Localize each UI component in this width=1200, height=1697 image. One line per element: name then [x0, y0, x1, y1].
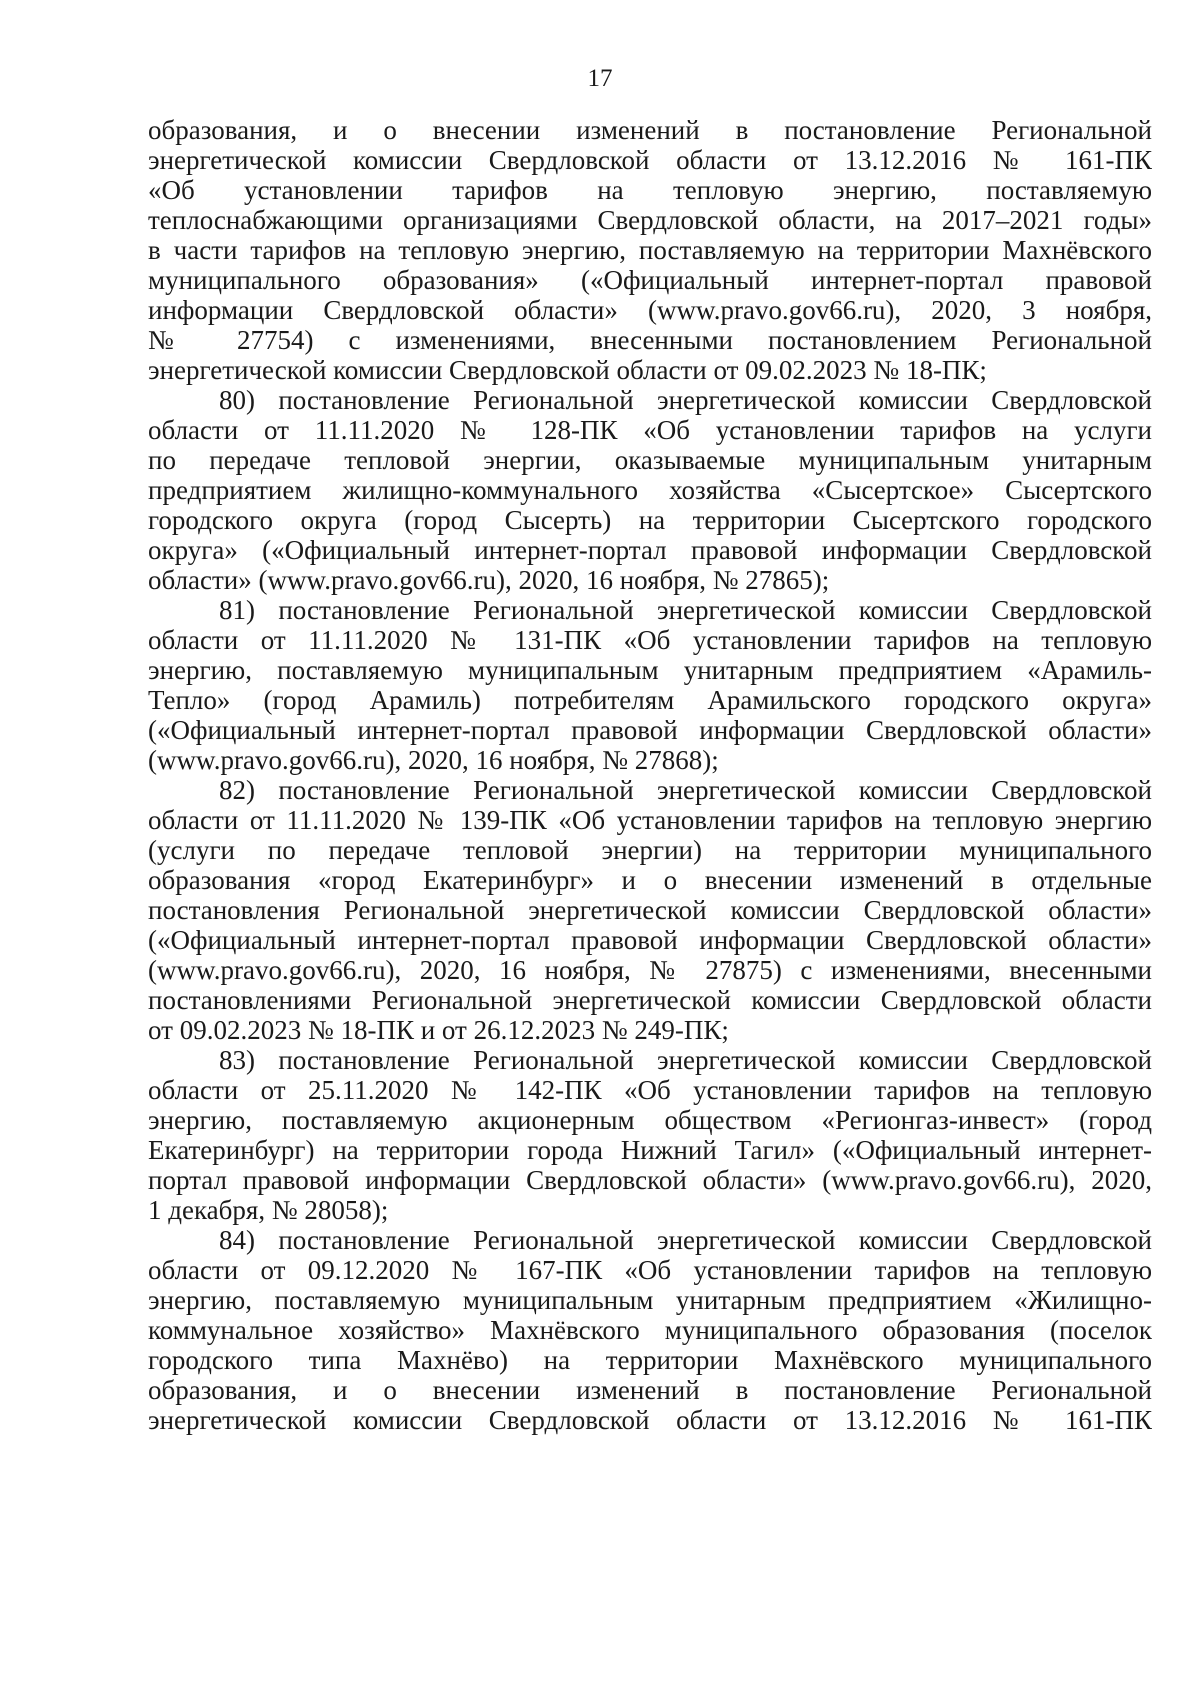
text-line: в части тарифов на тепловую энергию, поставляемую на территории Махнёвского: [148, 235, 1152, 265]
text-line: области от 11.11.2020 № 128-ПК «Об установлении тарифов на услуги: [148, 415, 1152, 445]
text-line: образования, и о внесении изменений в постановление Региональной: [148, 115, 1152, 145]
paragraph-81-first-line: 81) постановление Региональной энергетической комиссии Свердловской: [219, 595, 1152, 625]
page-number: 17: [587, 65, 613, 92]
paragraph-84-first-line: 84) постановление Региональной энергетической комиссии Свердловской: [219, 1225, 1152, 1255]
text-line: энергетической комиссии Свердловской области от 13.12.2016 № 161-ПК: [148, 1405, 1152, 1435]
text-line: коммунальное хозяйство» Махнёвского муниципального образования (поселок: [148, 1315, 1152, 1345]
text-line: области от 11.11.2020 № 131-ПК «Об установлении тарифов на тепловую: [148, 625, 1152, 655]
text-line: № 27754) с изменениями, внесенными постановлением Региональной: [148, 325, 1152, 355]
paragraph-82-first-line: 82) постановление Региональной энергетической комиссии Свердловской: [219, 775, 1152, 805]
text-line: муниципального образования» («Официальный интернет-портал правовой: [148, 265, 1152, 295]
text-line: области» (www.pravo.gov66.ru), 2020, 16 ноября, № 27865);: [148, 565, 830, 595]
paragraph-83-first-line: 83) постановление Региональной энергетической комиссии Свердловской: [219, 1045, 1152, 1075]
text-line: области от 25.11.2020 № 142-ПК «Об установлении тарифов на тепловую: [148, 1075, 1152, 1105]
text-line: Екатеринбург) на территории города Нижний Тагил» («Официальный интернет-: [148, 1135, 1152, 1165]
text-line: (услуги по передаче тепловой энергии) на территории муниципального: [148, 835, 1152, 865]
text-line: городского типа Махнёво) на территории Махнёвского муниципального: [148, 1345, 1152, 1375]
paragraph-80-first-line: 80) постановление Региональной энергетической комиссии Свердловской: [219, 385, 1152, 415]
text-line: 1 декабря, № 28058);: [148, 1195, 389, 1225]
text-line: округа» («Официальный интернет-портал правовой информации Свердловской: [148, 535, 1152, 565]
text-line: энергетической комиссии Свердловской области от 13.12.2016 № 161-ПК: [148, 145, 1152, 175]
text-line: области от 09.12.2020 № 167-ПК «Об установлении тарифов на тепловую: [148, 1255, 1152, 1285]
text-line: (www.pravo.gov66.ru), 2020, 16 ноября, № 27868);: [148, 745, 719, 775]
text-line: («Официальный интернет-портал правовой информации Свердловской области»: [148, 925, 1152, 955]
text-line: области от 11.11.2020 № 139-ПК «Об установлении тарифов на тепловую энергию: [148, 805, 1152, 835]
text-line: «Об установлении тарифов на тепловую энергию, поставляемую: [148, 175, 1152, 205]
text-line: по передаче тепловой энергии, оказываемые муниципальным унитарным: [148, 445, 1152, 475]
text-line: предприятием жилищно-коммунального хозяйства «Сысертское» Сысертского: [148, 475, 1152, 505]
text-line: постановления Региональной энергетической комиссии Свердловской области»: [148, 895, 1152, 925]
text-line: от 09.02.2023 № 18-ПК и от 26.12.2023 № 249-ПК;: [148, 1015, 729, 1045]
text-line: энергетической комиссии Свердловской области от 09.02.2023 № 18-ПК;: [148, 355, 987, 385]
text-line: энергию, поставляемую акционерным обществом «Регионгаз-инвест» (город: [148, 1105, 1152, 1135]
text-line: портал правовой информации Свердловской области» (www.pravo.gov66.ru), 2020,: [148, 1165, 1152, 1195]
text-line: энергию, поставляемую муниципальным унитарным предприятием «Арамиль-: [148, 655, 1152, 685]
text-line: энергию, поставляемую муниципальным унитарным предприятием «Жилищно-: [148, 1285, 1152, 1315]
text-line: Тепло» (город Арамиль) потребителям Арамильского городского округа»: [148, 685, 1152, 715]
text-line: теплоснабжающими организациями Свердловской области, на 2017–2021 годы»: [148, 205, 1152, 235]
text-line: (www.pravo.gov66.ru), 2020, 16 ноября, № 27875) с изменениями, внесенными: [148, 955, 1152, 985]
text-line: («Официальный интернет-портал правовой информации Свердловской области»: [148, 715, 1152, 745]
text-line: информации Свердловской области» (www.pravo.gov66.ru), 2020, 3 ноября,: [148, 295, 1152, 325]
text-line: образования «город Екатеринбург» и о внесении изменений в отдельные: [148, 865, 1152, 895]
text-line: образования, и о внесении изменений в постановление Региональной: [148, 1375, 1152, 1405]
text-line: городского округа (город Сысерть) на территории Сысертского городского: [148, 505, 1152, 535]
text-line: постановлениями Региональной энергетической комиссии Свердловской области: [148, 985, 1152, 1015]
